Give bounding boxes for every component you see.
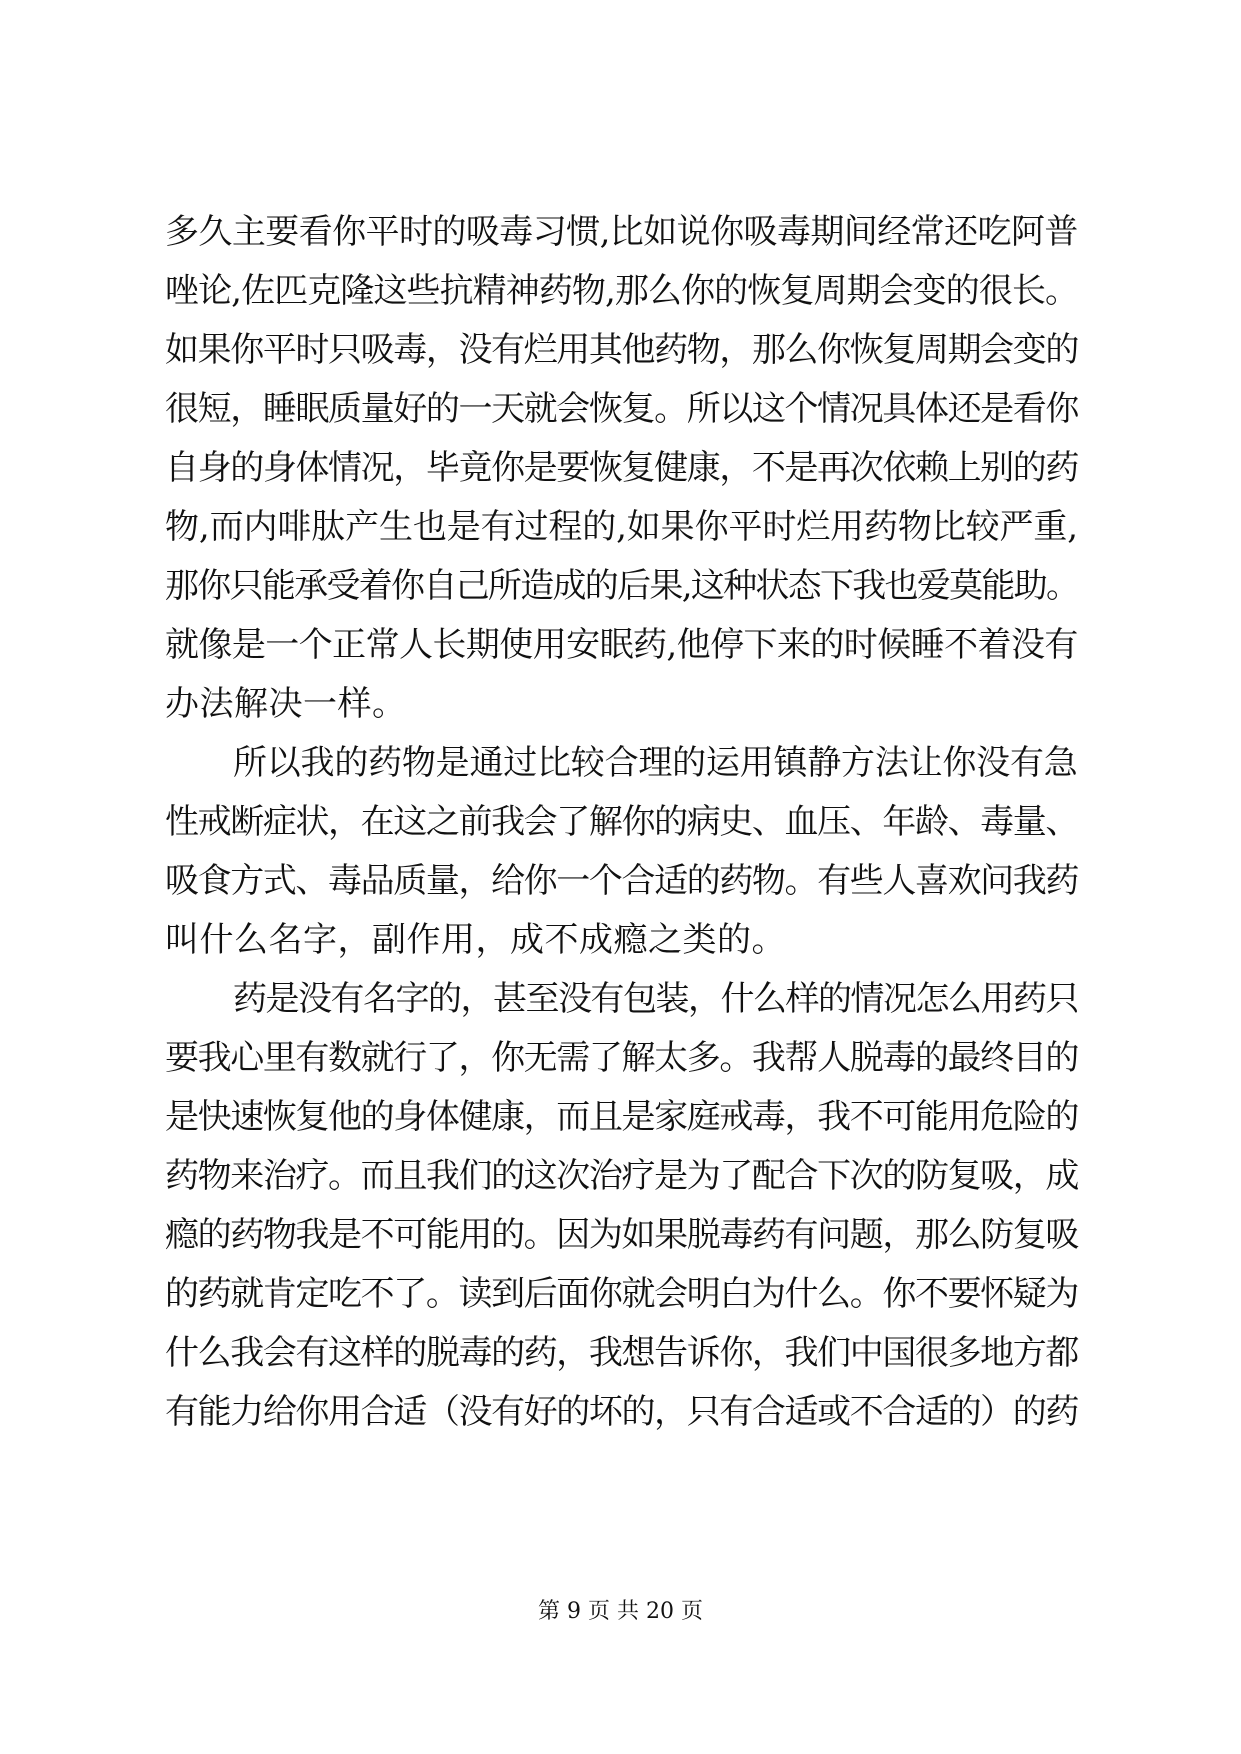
- text-line: 瘾的药物我是不可能用的。因为如果脱毒药有问题，那么防复吸: [165, 1215, 1078, 1255]
- page-number-footer: 第 9 页 共 20 页: [538, 1599, 703, 1624]
- text-line: 多久主要看你平时的吸毒习惯,比如说你吸毒期间经常还吃阿普: [165, 212, 1078, 252]
- text-line: 药是没有名字的，甚至没有包装，什么样的情况怎么用药只: [233, 979, 1078, 1019]
- text-line: 叫什么名字，副作用，成不成瘾之类的。: [165, 920, 786, 960]
- text-line: 性戒断症状，在这之前我会了解你的病史、血压、年龄、毒量、: [165, 802, 1078, 842]
- text-line: 是快速恢复他的身体健康，而且是家庭戒毒，我不可能用危险的: [165, 1097, 1078, 1137]
- text-line: 药物来治疗。而且我们的这次治疗是为了配合下次的防复吸，成: [165, 1156, 1078, 1196]
- text-line: 什么我会有这样的脱毒的药，我想告诉你，我们中国很多地方都: [165, 1333, 1078, 1373]
- text-line: 那你只能承受着你自己所造成的后果,这种状态下我也爱莫能助。: [165, 566, 1079, 606]
- text-line: 吸食方式、毒品质量，给你一个合适的药物。有些人喜欢问我药: [165, 861, 1078, 901]
- text-line: 办法解决一样。: [165, 684, 407, 724]
- text-line: 物,而内啡肽产生也是有过程的,如果你平时烂用药物比较严重,: [165, 507, 1078, 547]
- text-line: 有能力给你用合适（没有好的坏的，只有合适或不合适的）的药: [165, 1392, 1078, 1432]
- text-line: 如果你平时只吸毒，没有烂用其他药物，那么你恢复周期会变的: [165, 330, 1078, 370]
- text-line: 唑论,佐匹克隆这些抗精神药物,那么你的恢复周期会变的很长。: [165, 271, 1079, 311]
- text-line: 就像是一个正常人长期使用安眠药,他停下来的时候睡不着没有: [165, 625, 1078, 665]
- text-line: 自身的身体情况，毕竟你是要恢复健康，不是再次依赖上别的药: [165, 448, 1078, 488]
- text-line: 很短，睡眠质量好的一天就会恢复。所以这个情况具体还是看你: [165, 389, 1078, 429]
- text-line: 要我心里有数就行了，你无需了解太多。我帮人脱毒的最终目的: [165, 1038, 1078, 1078]
- text-line: 的药就肯定吃不了。读到后面你就会明白为什么。你不要怀疑为: [165, 1274, 1078, 1314]
- text-line: 所以我的药物是通过比较合理的运用镇静方法让你没有急: [233, 743, 1078, 783]
